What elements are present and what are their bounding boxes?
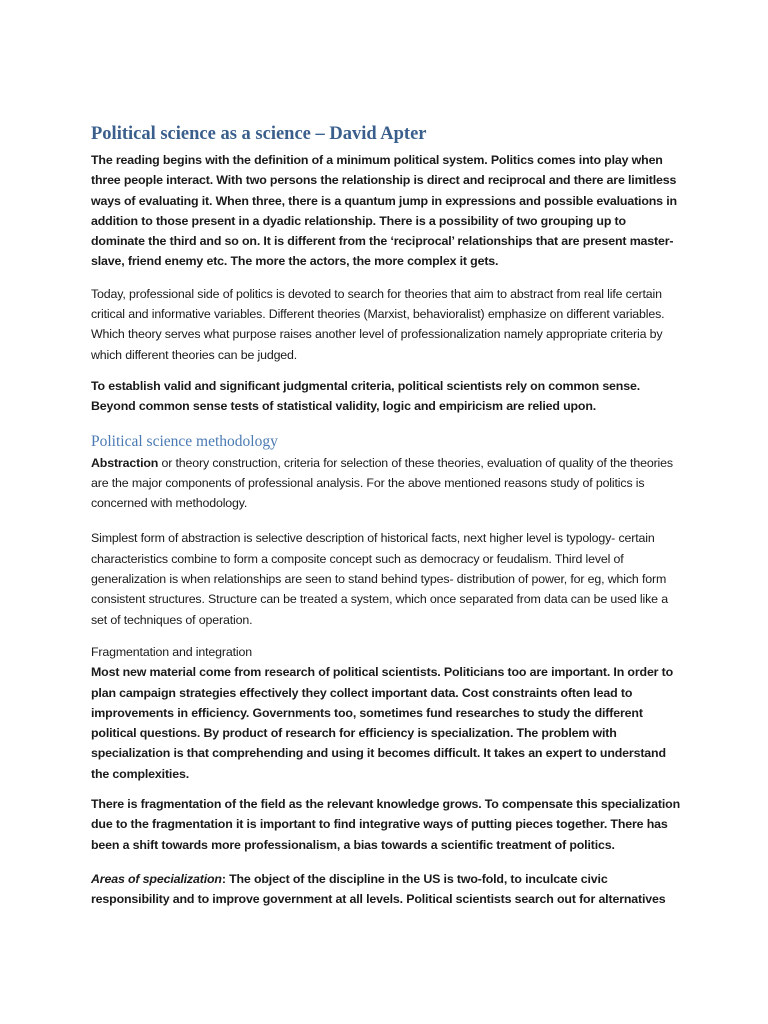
paragraph-areas-of-specialization <box>91 869 681 910</box>
paragraph-abstraction <box>91 453 681 514</box>
subheading-fragmentation: Fragmentation and integration <box>91 644 252 659</box>
section-heading-methodology: Political science methodology <box>91 432 278 450</box>
paragraph-judgmental-criteria: To establish valid and significant judgmental criteria, political scientists rely on common sense. Beyond common sense tests of statistical validity, logic and empiricism are relied upon. <box>91 378 640 414</box>
paragraph-spacer <box>91 784 681 794</box>
paragraph-fragmentation: There is fragmentation of the field as the relevant knowledge grows. To compensate this specialization due to the fragmentation it is important to find integrative ways of putting pieces together. There has been a shift towards more professionalism, a bias towards a scientific treatment of politics. <box>91 797 680 852</box>
document-title: Political science as a science – David Apter <box>91 124 427 144</box>
abstraction-text: or theory construction, criteria for selection of these theories, evaluation of quality of the theories are the major components of professional analysis. For the above mentioned reasons study of politics is concerned with methodology. <box>91 455 673 511</box>
abstraction-term: Abstraction <box>91 455 159 470</box>
areas-of-specialization-text: : The object of the discipline in the US is two-fold, to inculcate civic responsibility and to improve government at all levels. Political scientists search out for alternatives <box>91 871 666 907</box>
paragraph-professional-politics: Today, professional side of politics is devoted to search for theories that aim to abstract from real life certain critical and informative variables. Different theories (Marxist, behavioralist) emphasize on different variables. Which theory serves what purpose raises another level of professionalization namely appropriate criteria by which different theories can be judged. <box>91 286 665 362</box>
paragraph-minimum-political-system: The reading begins with the definition of a minimum political system. Politics comes into play when three people interact. With two persons the relationship is direct and reciprocal and there are limitless ways of evaluating it. When three, there is a quantum jump in expressions and possible evaluations in addition to those present in a dyadic relationship. There is a possibility of two grouping up to dominate the third and so on. It is different from the ‘reciprocal’ relationships that are present master-slave, friend enemy etc. The more the actors, the more complex it gets. <box>91 153 677 269</box>
document-body <box>91 122 681 923</box>
paragraph-new-material: Most new material come from research of political scientists. Politicians too are important. In order to plan campaign strategies effectively they collect important data. Cost constraints often lead to improvements in efficiency. Governments too, sometimes fund researches to study the different political questions. By product of research for efficiency is specialization. The problem with specialization is that comprehending and using it becomes difficult. It takes an expert to understand the complexities. <box>91 665 674 781</box>
paragraph-forms-of-abstraction: Simplest form of abstraction is selective description of historical facts, next higher level is typology- certain characteristics combine to form a composite concept such as democracy or feudalism. Third level of generalization is when relationships are seen to stand behind types- distribution of power, for eg, which form consistent structures. Structure can be treated a system, which once separated from data can be used like a set of techniques of operation. <box>91 531 668 627</box>
areas-of-specialization-term: Areas of specialization <box>91 871 222 886</box>
